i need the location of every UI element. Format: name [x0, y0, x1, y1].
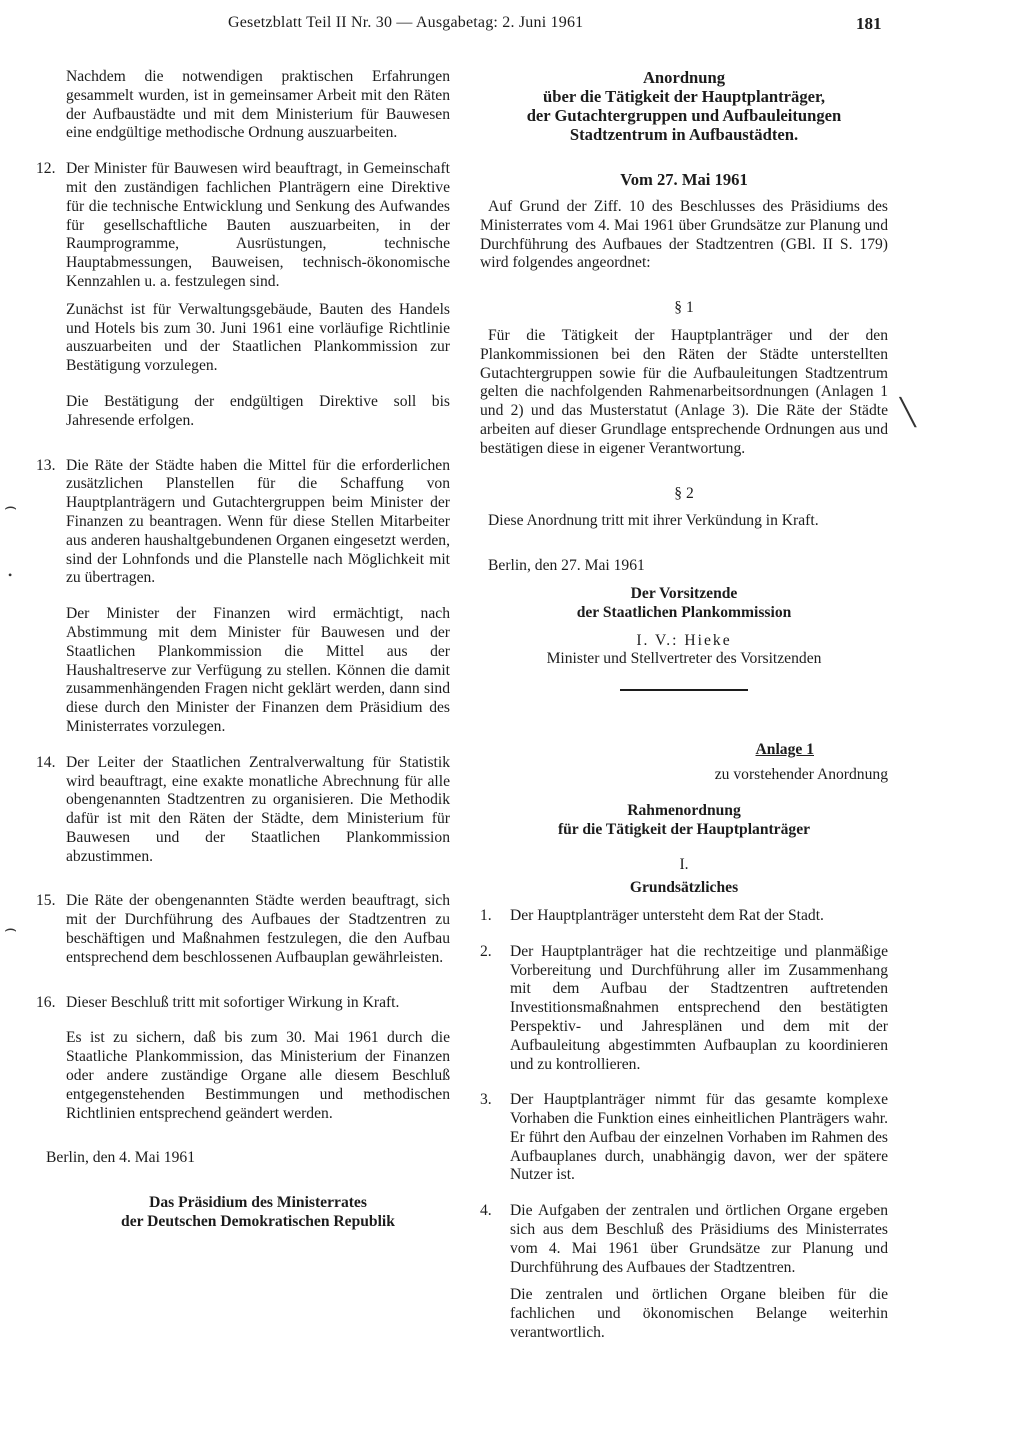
signer-title-line: Der Vorsitzende: [630, 584, 738, 602]
item-paragraph: Der Minister der Finanzen wird ermächtigt, nach Abstimmung mit dem Minister für Bauwesen und der Staatlichen Plankommission die Mittel aus der Haushaltreserve zur Verfügung zu stellen. Können die damit zusammenhängenden Fragen nicht geklärt werden, dann sind diese durch den Minister der Finanzen dem Präsidium des Ministerrates vorzulegen.: [66, 605, 450, 735]
item-number: 13.: [36, 456, 56, 474]
decision-item-14: [36, 754, 450, 867]
item-paragraph: Der Hauptplanträger nimmt für das gesamte komplexe Vorhaben die Funktion eines einheitlichen Planträgers wahr. Er führt den Aufbau der einzelnen Vorhaben im Rahmen des Aufbauplanes durch, unabhängig davon, wer der spätere Nutzer ist.: [510, 1091, 888, 1184]
rule-item-1: [480, 907, 888, 926]
signatory-line: Das Präsidium des Ministerrates: [149, 1194, 367, 1212]
ordinance-date: Vom 27. Mai 1961: [620, 170, 748, 189]
preamble: Auf Grund der Ziff. 10 des Beschlusses des Präsidiums des Ministerrates vom 4. Mai 1961 über Grundsätze zur Planung und Durchführung des Aufbaues der Stadtzentren (GBl. II S. 179) wird folgendes angeordnet:: [480, 198, 888, 272]
signer-title-line: der Staatlichen Plankommission: [576, 603, 792, 621]
margin-tick-mark: ⌢: [4, 496, 18, 518]
item-paragraph: Der Leiter der Staatlichen Zentralverwaltung für Statistik wird beauftragt, eine exakte monatliche Abrechnung für alle obengenannten Stadtzentren zu organisieren. Die Methodik dafür ist mit den Räten der Städte, dem Ministerium für Bauwesen und der Staatlichen Plankommission abzustimmen.: [66, 753, 450, 865]
rule-item-3: [480, 1091, 888, 1185]
intro-paragraph: Nachdem die notwendigen praktischen Erfahrungen gesammelt wurden, ist in gemeinsamer Arbeit mit den Räten der Aufbaustädte und mit dem Ministerium für Bauwesen eine endgültige methodische Ordnung auszuarbeiten.: [66, 68, 450, 142]
item-number: 1.: [480, 906, 492, 924]
section-1-heading: § 1: [674, 299, 694, 317]
margin-dot-mark: •: [8, 568, 13, 582]
item-number: 4.: [480, 1202, 492, 1220]
chapter-number: I.: [679, 856, 689, 874]
section-2-heading: § 2: [674, 484, 694, 502]
item-paragraph: Die Räte der obengenannten Städte werden beauftragt, sich mit der Durchführung des Aufbaues der Stadtzentren zu beschäftigen und Maßnahmen festzulegen, die den Aufbau entsprechend dem beschlossenen Aufbauplan gewährleisten.: [66, 892, 450, 966]
item-number: 15.: [36, 892, 56, 910]
item-number: 16.: [36, 993, 56, 1011]
decision-item-13: [36, 457, 450, 737]
chapter-title: Grundsätzliches: [629, 879, 739, 897]
signer-role: Minister und Stellvertreter des Vorsitzenden: [546, 650, 822, 668]
section-2-text: Diese Anordnung tritt mit ihrer Verkündung in Kraft.: [488, 512, 819, 530]
title-line: Stadtzentrum in Aufbaustädten.: [569, 125, 799, 144]
item-paragraph: Dieser Beschluß tritt mit sofortiger Wirkung in Kraft.: [66, 993, 400, 1011]
item-paragraph: Die zentralen und örtlichen Organe bleiben für die fachlichen und ökonomischen Belange weiterhin verantwortlich.: [510, 1286, 888, 1342]
place-date: Berlin, den 27. Mai 1961: [488, 557, 645, 575]
section-1-text: Für die Tätigkeit der Hauptplanträger und der den Plankommissionen bei den Räten der Städte unterstellten Gutachtergruppen sowie für die Aufbauleitungen Stadtzentrum gelten die nachfolgenden Rahmenarbeitsordnungen (Anlagen 1 und 2) und das Musterstatut (Anlage 3). Die Räte der Städte arbeiten auf dieser Grundlage entsprechende Ordnungen aus und bestätigen diese in eigener Verantwortung.: [480, 326, 888, 457]
item-paragraph: Es ist zu sichern, daß bis zum 30. Mai 1961 durch die Staatliche Plankommission, das Ministerium der Finanzen oder andere zuständige Organe alle diesem Beschluß entgegenstehenden Bestimmungen und methodischen Richtlinien entsprechend geändert werden.: [66, 1029, 450, 1122]
item-paragraph: Die Bestätigung der endgültigen Direktive soll bis Jahresende erfolgen.: [66, 392, 450, 429]
signer-name: I. V.: Hieke: [636, 631, 732, 649]
right-column: [480, 68, 888, 1343]
item-paragraph: Die Räte der Städte haben die Mittel für die erforderlichen zusätzlichen Planstellen für die Schaffung von Hauptplanträgern und Gutachtergruppen beim Minister der Finanzen zu beantragen. Wenn für diese Stellen Mitarbeiter aus anderen haushaltgebundenen Organen eingesetzt werden, sind der Lohnfonds und die Planstelle nach Möglichkeit mit zu übertragen.: [66, 456, 450, 587]
left-column: [36, 68, 450, 1232]
margin-slash-mark: ╲: [900, 398, 916, 427]
item-paragraph: Der Hauptplanträger hat die rechtzeitige und planmäßige Vorbereitung und Durchführung aller im Zusammenhang mit dem Aufbau der Stadtzentren auftretenden Investitionsmaßnahmen entsprechend den bestätigten Perspektiv- und Jahresplänen und dem mit der Aufbauleitung abgestimmten Aufbauplan zu koordinieren und zu kontrollieren.: [510, 942, 888, 1073]
title-line: über die Tätigkeit der Hauptplanträger,: [543, 87, 825, 106]
running-header: Gesetzblatt Teil II Nr. 30 — Ausgabetag: 2. Juni 1961: [228, 14, 584, 31]
item-paragraph: Der Hauptplanträger untersteht dem Rat der Stadt.: [510, 906, 824, 924]
annex-reference: zu vorstehender Anordnung: [714, 765, 888, 783]
rule-item-2: [480, 943, 888, 1075]
item-paragraph: Zunächst ist für Verwaltungsgebäude, Bauten des Handels und Hotels bis zum 30. Juni 1961 eine vorläufige Richtlinie auszuarbeiten und der Staatlichen Plankommission zur Bestätigung vorzulegen.: [66, 300, 450, 375]
signatory: [36, 1194, 450, 1232]
item-number: 14.: [36, 753, 56, 771]
item-number: 2.: [480, 942, 492, 960]
place-date: Berlin, den 4. Mai 1961: [46, 1149, 195, 1167]
rule-item-4: [480, 1202, 888, 1343]
signer-title: [480, 585, 888, 623]
item-paragraph: Der Minister für Bauwesen wird beauftragt, in Gemeinschaft mit den zuständigen fachlichen Planträgern eine Direktive für die technische Entwicklung und Senkung des Aufwandes für gesellschaftliche Bauten auszuarbeiten, in der Raumprogramme, Ausrüstungen, technische Hauptabmessungen, Bauweisen, technisch-ökonomische Kennzahlen u. a. festzulegen sind.: [66, 160, 450, 290]
item-paragraph: Die Aufgaben der zentralen und örtlichen Organe ergeben sich aus dem Beschluß des Präsidiums des Ministerrates vom 4. Mai 1961 über Grundsätze zur Planung und Durchführung des Aufbaues der Stadtzentren.: [510, 1202, 888, 1276]
decision-item-12: [36, 160, 450, 430]
divider-rule: [620, 689, 748, 691]
signatory-line: der Deutschen Demokratischen Republik: [121, 1213, 395, 1231]
decision-item-16: [36, 994, 450, 1124]
margin-tick-mark: ⌢: [4, 918, 18, 940]
title-line: der Gutachtergruppen und Aufbauleitungen: [526, 106, 842, 125]
annex-title-line: für die Tätigkeit der Hauptplanträger: [557, 820, 811, 838]
annex-label: Anlage 1: [755, 741, 814, 759]
decision-item-15: [36, 892, 450, 967]
page-number: 181: [856, 14, 882, 33]
item-number: 3.: [480, 1091, 492, 1109]
title-line: Anordnung: [642, 68, 726, 87]
annex-title-line: Rahmenordnung: [627, 801, 741, 819]
item-number: 12.: [36, 160, 56, 178]
ordinance-title: [480, 68, 888, 144]
annex-title: [480, 802, 888, 840]
